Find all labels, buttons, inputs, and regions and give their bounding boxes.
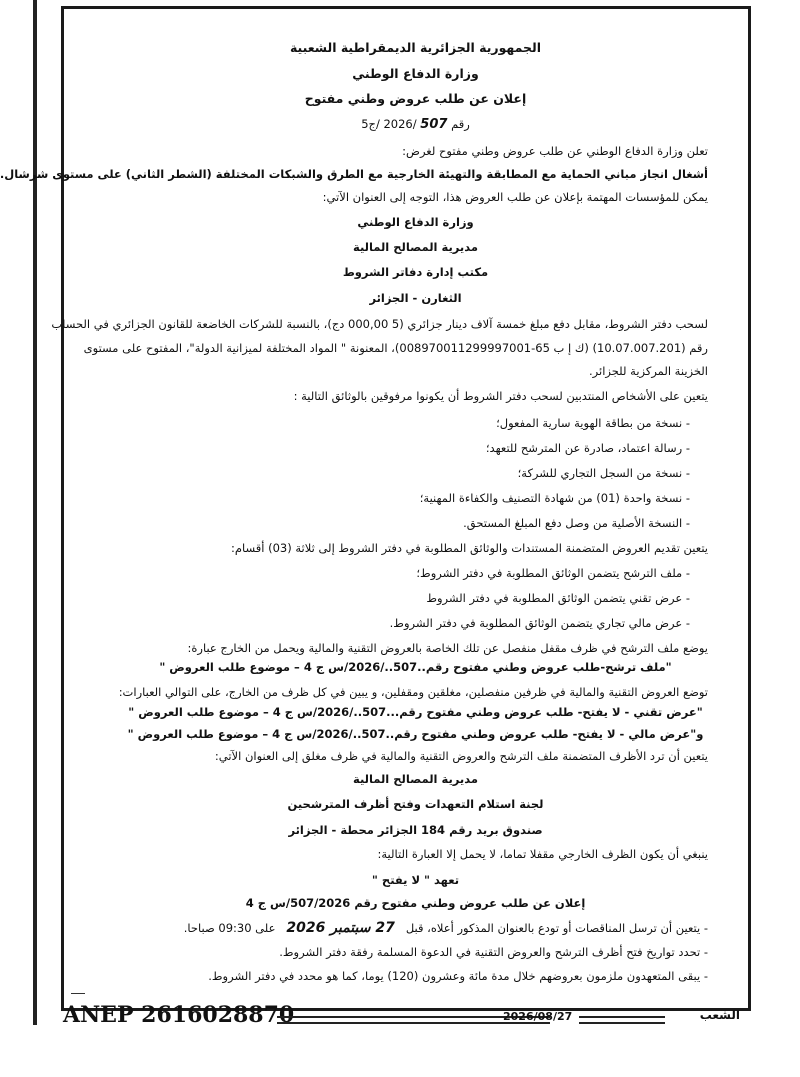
address1-city: الثغارن - الجزائر — [369, 291, 462, 305]
address1-ministry: وزارة الدفاع الوطني — [357, 215, 474, 229]
ministry-title: وزارة الدفاع الوطني — [352, 66, 479, 81]
envelope-line-6: يتعين أن ترد الأظرف المتضمنة ملف الترشح والعروض التقنية والمالية في ظرف مغلق إلى العنوان الآتي: — [214, 749, 708, 763]
offers-intro: يتعين تقديم العروض المتضمنة المستندات والوثائق المطلوبة في دفتر الشروط إلى ثلاثة (03) أقسام: — [231, 541, 708, 555]
ref-number: 507 — [420, 117, 448, 132]
margin-dash — [71, 993, 85, 994]
document-item: - نسخة واحدة (01) من شهادة التصنيف والكفاءة المهنية؛ — [73, 490, 690, 506]
footer-rule-right — [579, 1016, 665, 1024]
footer-date: 2026/08/27 — [503, 1010, 573, 1023]
outer-reference: إعلان عن طلب عروض وطني مفتوح رقم 507/2026/س ج 4 — [245, 896, 586, 910]
payment-line-2: رقم (10.07.007.201) (ك إ ب 65-008970011299997001)، المعنونة " المواد المختلفة لميزانية الدولة"، المفتوح على مستوى — [83, 341, 708, 355]
announcement-title: إعلان عن طلب عروض وطني مفتوح — [304, 91, 527, 106]
ref-suffix: /2026 /ج5 — [361, 117, 417, 131]
address-intro: يمكن للمؤسسات المهتمة بإعلان عن طلب العروض هذا، التوجه إلى العنوان الآتي: — [322, 190, 708, 204]
document-item: - نسخة من بطاقة الهوية سارية المفعول؛ — [73, 415, 690, 431]
offer-item: - عرض تقني يتضمن الوثائق المطلوبة في دفتر الشروط — [73, 590, 690, 606]
address1-office: مكتب إدارة دفاتر الشروط — [342, 265, 489, 279]
left-margin-rule — [33, 0, 37, 1025]
anep-code: ANEP 2616028870 — [63, 1002, 295, 1028]
envelope-technical: "عرض تقني - لا يفتح- طلب عروض وطني مفتوح رقم...507../2026/س ج 4 – موضوع طلب العروض " — [128, 705, 703, 719]
validity-line: - يبقى المتعهدون ملزمون بعروضهم خلال مدة مائة وعشرون (120) يوما، كما هو محدد في دفتر الشروط. — [208, 969, 708, 983]
envelope-financial: و"عرض مالي - لا يفتح- طلب عروض وطني مفتوح رقم..507../2026/س ج 4 – موضوع طلب العروض " — [127, 727, 704, 741]
payment-line-1: لسحب دفتر الشروط، مقابل دفع مبلغ خمسة آلاف دينار جزائري (5 000,00 دج)، بالنسبة للشركات الخاضعة للقانون الجزائري في الحساب — [51, 317, 708, 331]
outer-instruction: ينبغي أن يكون الظرف الخارجي مقفلا تماما، لا يحمل إلا العبارة التالية: — [377, 847, 708, 861]
address2-committee: لجنة استلام التعهدات وفتح أظرف المترشحين — [287, 797, 544, 811]
documents-intro: يتعين على الأشخاص المنتدبين لسحب دفتر الشروط أن يكونوا مرفوقين بالوثائق التالية : — [293, 389, 708, 403]
deadline-date: 27 سبتمبر 2026 — [286, 920, 395, 936]
envelope-candidacy: "ملف ترشح-طلب عروض وطني مفتوح رقم..507../2026/س ج 4 – موضوع طلب العروض " — [159, 660, 672, 674]
address1-directorate: مديرية المصالح المالية — [352, 240, 479, 254]
offer-item: - ملف الترشح يتضمن الوثائق المطلوبة في دفتر الشروط؛ — [73, 565, 690, 581]
outer-label: تعهد " لا يفتح " — [371, 873, 460, 887]
opening-dates-line: - تحدد تواريخ فتح أظرف الترشح والعروض التقنية في الدعوة المسلمة رفقة دفتر الشروط. — [279, 945, 708, 959]
offer-item: - عرض مالي تجاري يتضمن الوثائق المطلوبة في دفتر الشروط. — [73, 615, 690, 631]
republic-title: الجمهورية الجزائرية الديمقراطية الشعبية — [289, 40, 542, 55]
document-item: - رسالة اعتماد، صادرة عن المترشح للتعهد؛ — [73, 440, 690, 456]
subject-line: أشغال انجاز مباني الحماية مع المطابقة والتهيئة الخارجية مع الطرق والشبكات المختلفة (الشطر الثاني) على مستوى شرشال. — [0, 167, 708, 181]
newspaper-name: الشعب — [699, 1008, 740, 1022]
address2-directorate: مديرية المصالح المالية — [352, 772, 479, 786]
intro-line: تعلن وزارة الدفاع الوطني عن طلب عروض وطني مفتوح لغرض: — [402, 144, 708, 158]
envelope-line-1: يوضع ملف الترشح في ظرف مقفل منفصل عن تلك الخاصة بالعروض التقنية والمالية ويحمل من الخارج عبارة: — [187, 641, 708, 655]
payment-line-3: الخزينة المركزية للجزائر. — [589, 364, 708, 378]
reference-line — [91, 116, 740, 133]
document-item: - النسخة الأصلية من وصل دفع المبلغ المستحق. — [73, 515, 690, 531]
address2-pobox: صندوق بريد رقم 184 الجزائر محطة - الجزائر — [288, 823, 543, 837]
deadline-post: على 09:30 صباحا. — [183, 921, 276, 935]
envelope-line-3: توضع العروض التقنية والمالية في ظرفين منفصلين، مغلقين ومقفلين، و يبين في كل ظرف من الخارج، على التوالي العبارات: — [118, 685, 708, 699]
deadline-pre: - يتعين أن ترسل المناقصات أو تودع بالعنوان المذكور أعلاه، قبل — [405, 921, 708, 935]
deadline-line — [73, 920, 708, 936]
document-item: - نسخة من السجل التجاري للشركة؛ — [73, 465, 690, 481]
footer — [63, 1002, 740, 1032]
ref-label: رقم — [451, 117, 470, 131]
